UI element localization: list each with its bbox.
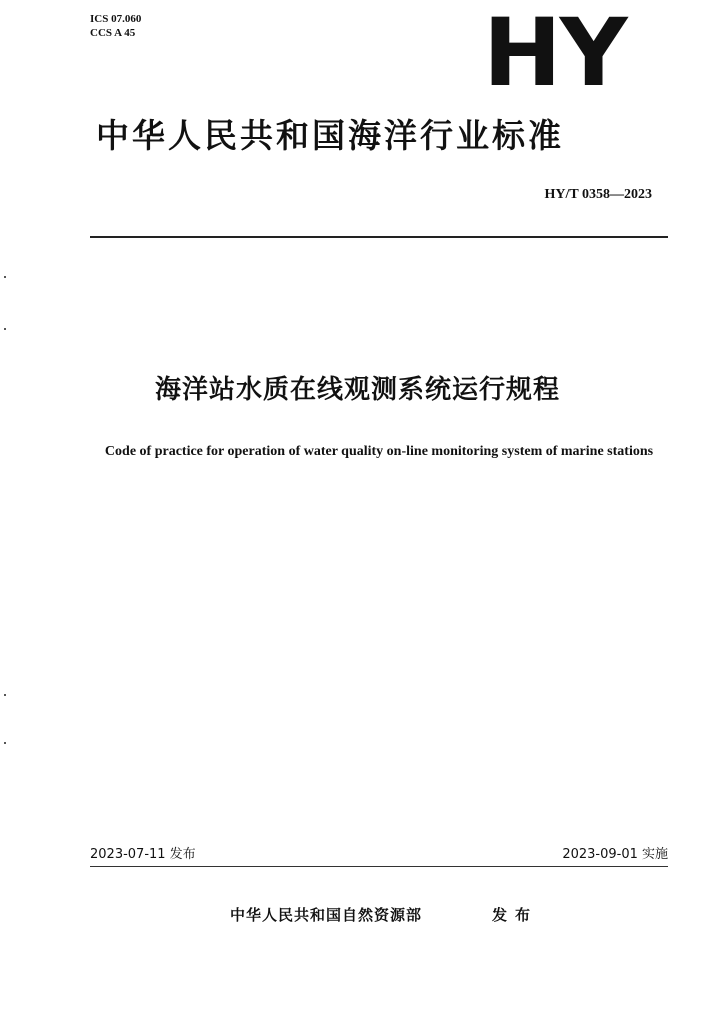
standard-category: 中华人民共和国海洋行业标准: [96, 116, 564, 155]
standard-number: HY/T 0358—2023: [544, 187, 652, 202]
issuing-authority: 中华人民共和国自然资源部: [230, 906, 423, 924]
scan-speck: [4, 742, 6, 744]
document-title-chinese: 海洋站水质在线观测系统运行规程: [154, 375, 560, 405]
header-divider: [90, 236, 668, 238]
ics-code: ICS 07.060: [90, 13, 142, 25]
document-title-english: Code of practice for operation of water quality on-line monitoring system of marine stations: [104, 444, 654, 459]
scan-speck: [4, 328, 6, 330]
implementation-date: 2023-09-01 实施: [562, 847, 668, 862]
hy-logo: HY: [483, 0, 626, 108]
issuing-action: 发布: [492, 906, 539, 924]
footer-divider: [90, 866, 668, 867]
classification-codes: [90, 12, 141, 40]
release-date: 2023-07-11 发布: [90, 847, 196, 862]
ccs-code: CCS A 45: [90, 27, 136, 39]
scan-speck: [4, 694, 6, 696]
scan-speck: [4, 276, 6, 278]
